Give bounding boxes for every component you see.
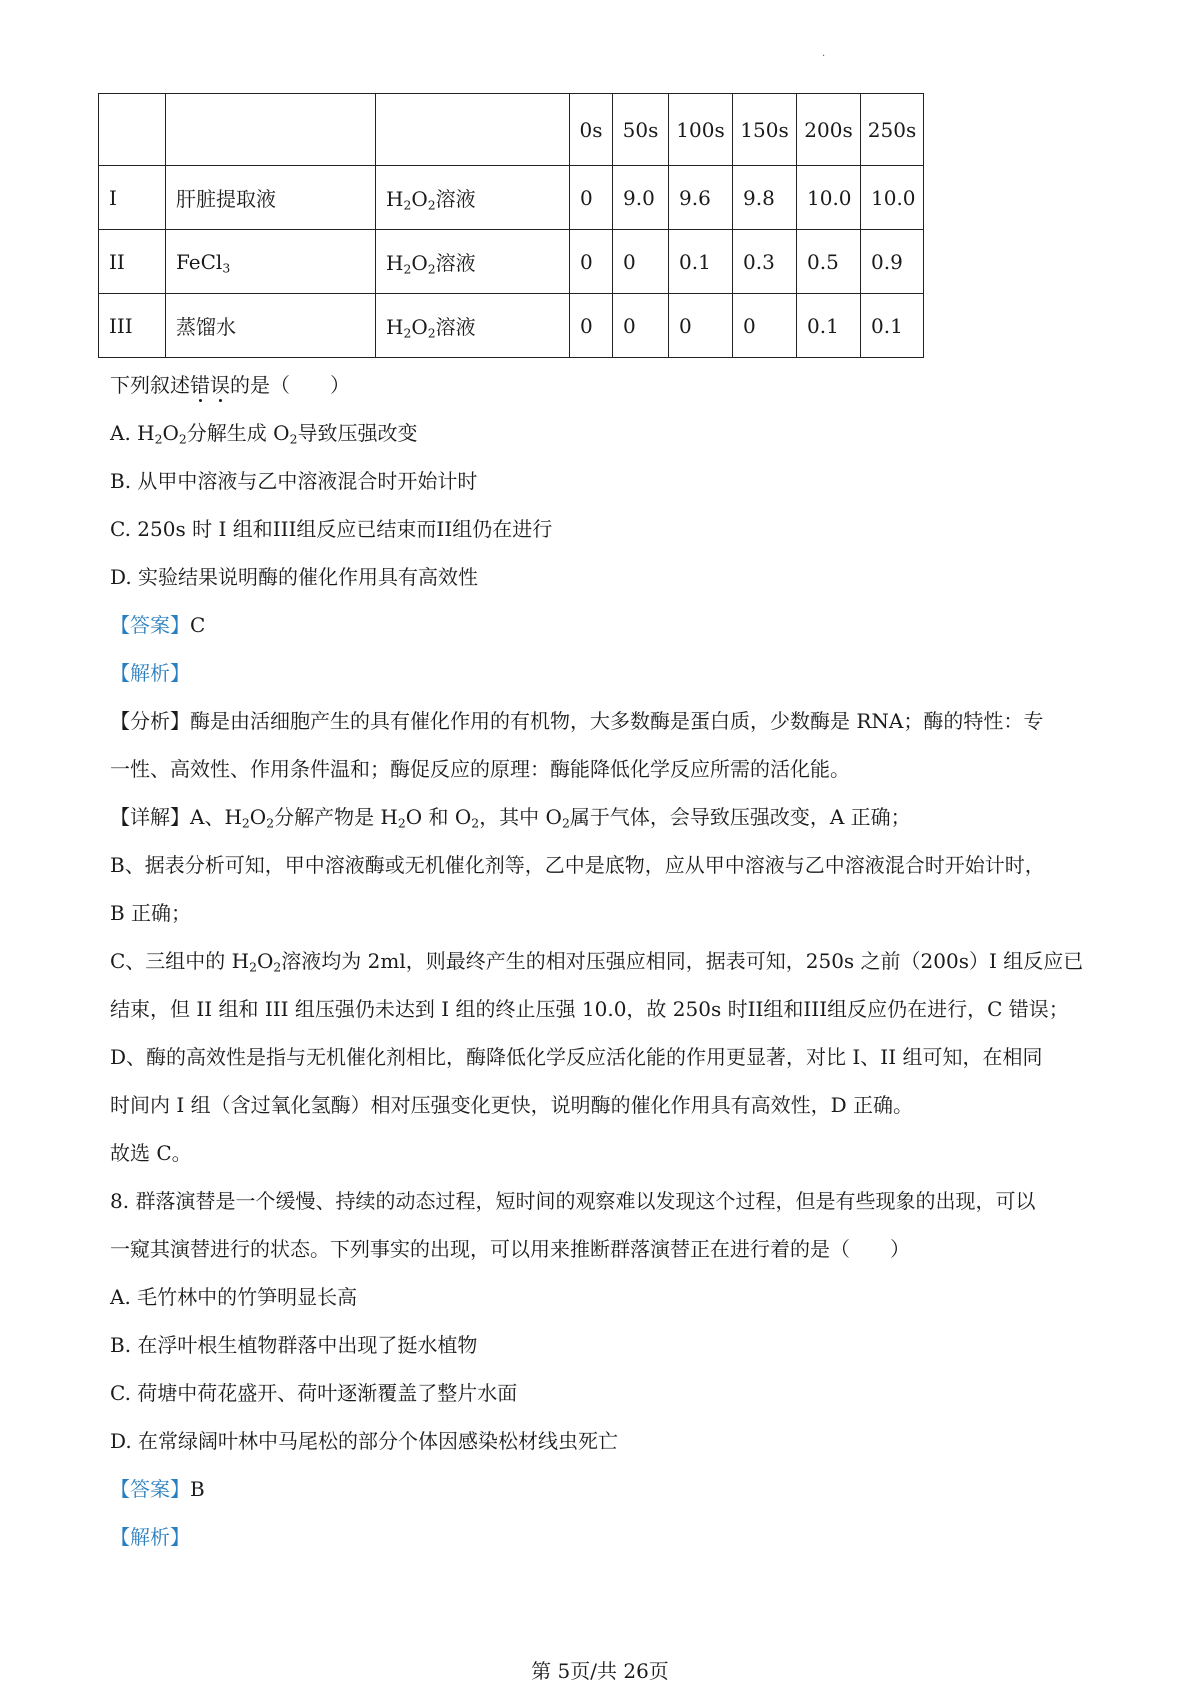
table-header-row [99,94,924,166]
pressure-value-cell: 9.6 [669,166,733,230]
substrate-cell [376,294,570,358]
text-segment: O 和 O [405,805,472,829]
q7-option-c [110,514,552,544]
analysis-line [110,754,850,784]
answer-value: C [190,613,206,637]
q8-option-a: A. 毛竹林中的竹笋明显长高 [110,1285,358,1309]
subscript: 2 [403,197,412,213]
text-segment: B. 从甲中溶液与乙中溶液混合时开始计时 [110,469,478,493]
q8-answer [110,1474,205,1504]
page-mark: . [822,48,826,59]
subscript: 2 [273,959,282,975]
text-segment: D. 实验结果说明酶的催化作用具有高效性 [110,565,479,589]
emphasis-dot-text: 错 [190,373,210,397]
text-segment: O [411,315,428,339]
pressure-value-cell: 0.9 [861,230,924,294]
q7-stem [110,370,350,400]
header-cell: 100s [669,94,733,166]
text-segment: 溶液 [435,251,476,275]
pressure-value-cell: 10.0 [861,166,924,230]
answer-label: 【答案】 [110,1477,190,1501]
pressure-value-cell: 0.5 [797,230,861,294]
text-segment: H [386,187,404,211]
text-segment: 蒸馏水 [176,315,236,339]
text-segment: 【详解】A、H [110,805,242,829]
text-segment: 结束，但 II 组和 III 组压强仍未达到 I 组的终止压强 10.0，故 250s 时II组和III组反应仍在进行，C 错误； [110,997,1069,1021]
text-segment: 肝脏提取液 [176,187,276,211]
header-cell: 150s [733,94,797,166]
q8-option-d: D. 在常绿阔叶林中马尾松的部分个体因感染松材线虫死亡 [110,1429,619,1453]
pressure-value-cell: 0 [613,230,669,294]
subscript: 2 [471,815,480,831]
subscript: 2 [427,261,436,277]
emphasis-dot-text: 误 [210,373,230,397]
subscript: 2 [154,431,163,447]
subscript: 2 [427,325,436,341]
experiment-table [98,93,924,358]
text-segment: 【分析】酶是由活细胞产生的具有催化作用的有机物，大多数酶是蛋白质，少数酶是 RNA；酶的特性：专 [110,709,1044,733]
analysis-line [110,802,911,832]
agent-cell [166,230,376,294]
text-segment: D、酶的高效性是指与无机催化剂相比，酶降低化学反应活化能的作用更显著，对比 I、II 组可知，在相同 [110,1045,1043,1069]
pressure-value-cell: 0 [669,294,733,358]
pressure-value-cell: 0.1 [797,294,861,358]
text-segment: 下列叙述 [110,373,190,397]
text-segment: O [257,949,274,973]
text-segment: B、据表分析可知，甲中溶液酶或无机催化剂等，乙中是底物，应从甲中溶液与乙中溶液混合时开始计时， [110,853,1045,877]
text-segment: O [162,421,179,445]
q7-answer [110,610,205,640]
subscript: 3 [222,259,231,275]
text-segment: H [386,315,404,339]
pressure-value-cell: 0.3 [733,230,797,294]
text-segment: 溶液 [435,187,476,211]
analysis-line [110,1090,913,1120]
header-cell: 200s [797,94,861,166]
pressure-value-cell: 0 [570,294,613,358]
answer-value: B [190,1477,205,1501]
q8-stem-line [110,1234,910,1264]
text-segment: B 正确； [110,901,192,925]
text-segment: C. 250s 时 I 组和III组反应已结束而II组仍在进行 [110,517,553,541]
text-segment: 的是（ ） [230,373,350,397]
q8-option-b: B. 在浮叶根生植物群落中出现了挺水植物 [110,1333,478,1357]
pressure-value-cell: 0.1 [861,294,924,358]
q7-analysis-label: 【解析】 [110,661,190,685]
analysis-line [110,898,191,928]
text-segment: 8. 群落演替是一个缓慢、持续的动态过程，短时间的观察难以发现这个过程，但是有些现象的出现，可以 [110,1189,1036,1213]
q8-stem-line [110,1186,1035,1216]
agent-cell [166,166,376,230]
analysis-line [110,1138,192,1168]
q8-option-c: C. 荷塘中荷花盛开、荷叶逐渐覆盖了整片水面 [110,1381,518,1405]
page-footer: 第 5页/共 26页 [531,1659,669,1683]
text-segment: 溶液 [435,315,476,339]
header-cell [166,94,376,166]
header-cell: 250s [861,94,924,166]
substrate-cell [376,230,570,294]
q7-option-a [110,418,417,448]
q8-analysis-label: 【解析】 [110,1525,190,1549]
group-cell: II [99,230,166,294]
table-row [99,166,924,230]
q7-option-d [110,562,478,592]
analysis-line [110,850,1045,880]
pressure-value-cell: 0 [613,294,669,358]
pressure-value-cell: 0 [733,294,797,358]
subscript: 2 [397,815,406,831]
text-segment: C、三组中的 H [110,949,250,973]
subscript: 2 [178,431,187,447]
pressure-value-cell: 0.1 [669,230,733,294]
subscript: 2 [249,959,257,975]
header-cell [99,94,166,166]
text-segment: 分解生成 O [186,421,290,445]
text-segment: 分解产物是 H [274,805,398,829]
text-segment: O [411,251,428,275]
text-segment: 一窥其演替进行的状态。下列事实的出现，可以用来推断群落演替正在进行着的是（ ） [110,1237,910,1261]
substrate-cell [376,166,570,230]
pressure-value-cell: 10.0 [797,166,861,230]
subscript: 2 [289,431,298,447]
header-cell: 50s [613,94,669,166]
text-segment: 属于气体，会导致压强改变，A 正确； [569,805,911,829]
pressure-value-cell: 0 [570,230,613,294]
text-segment: A. H [110,421,155,445]
text-segment: FeCl [176,249,223,274]
subscript: 2 [403,261,412,277]
text-segment: 故选 C。 [110,1141,192,1165]
subscript: 2 [241,815,250,831]
text-segment: 导致压强改变 [297,421,418,445]
text-segment: ，其中 O [479,805,562,829]
table-row [99,230,924,294]
subscript: 2 [403,325,412,341]
agent-cell [166,294,376,358]
text-segment: 一性、高效性、作用条件温和；酶促反应的原理：酶能降低化学反应所需的活化能。 [110,757,850,781]
analysis-line [110,706,1043,736]
group-cell: III [99,294,166,358]
text-segment: O [249,805,267,829]
analysis-line [110,994,1069,1024]
pressure-value-cell: 0 [570,166,613,230]
pressure-value-cell: 9.0 [613,166,669,230]
text-segment: 溶液均为 2ml，则最终产生的相对压强应相同，据表可知，250s 之前（200s）I 组反应已 [281,949,1084,973]
answer-label: 【答案】 [110,613,190,637]
subscript: 2 [266,815,275,831]
text-segment: 时间内 I 组（含过氧化氢酶）相对压强变化更快，说明酶的催化作用具有高效性，D 正确。 [110,1093,914,1117]
pressure-value-cell: 9.8 [733,166,797,230]
group-cell: I [99,166,166,230]
analysis-line [110,946,1083,976]
text-segment: O [411,187,428,211]
subscript: 2 [561,815,570,831]
header-cell: 0s [570,94,613,166]
text-segment: H [386,251,404,275]
header-cell [376,94,570,166]
analysis-line [110,1042,1042,1072]
subscript: 2 [427,197,436,213]
table-row [99,294,924,358]
q7-option-b [110,466,477,496]
